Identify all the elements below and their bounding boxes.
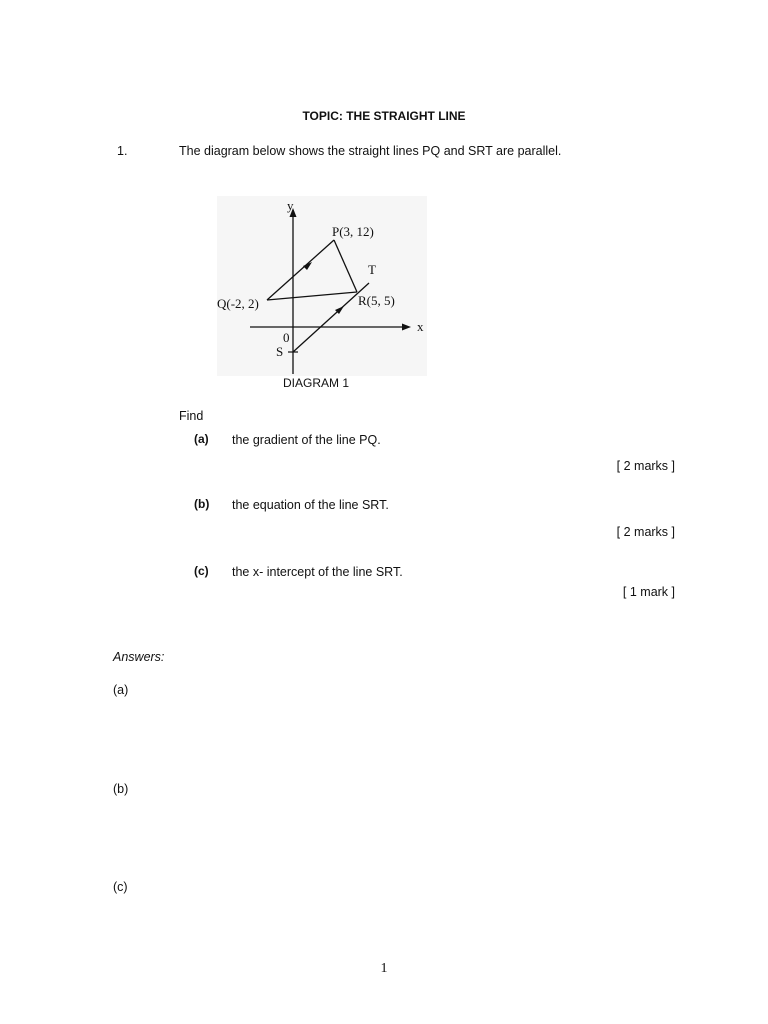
find-label: Find: [179, 409, 204, 423]
question-number: 1.: [117, 144, 128, 158]
answer-a-label: (a): [113, 683, 129, 697]
part-c-marks: [ 1 mark ]: [622, 585, 675, 599]
x-axis-label: x: [417, 319, 424, 334]
diagram-background: [217, 196, 427, 376]
point-q-label: Q(-2, 2): [217, 296, 259, 311]
answer-c-label: (c): [113, 880, 128, 894]
part-a-marks: [ 2 marks ]: [616, 459, 675, 473]
straight-line-diagram: [217, 196, 427, 376]
question-text: The diagram below shows the straight lines PQ and SRT are parallel.: [179, 144, 562, 158]
point-s-label: S: [276, 344, 284, 359]
part-c-label: (c): [194, 564, 209, 578]
point-r-label: R(5, 5): [358, 293, 395, 308]
part-b-marks: [ 2 marks ]: [616, 525, 675, 539]
part-a-text: the gradient of the line PQ.: [232, 433, 381, 447]
part-c-text: the x- intercept of the line SRT.: [232, 565, 403, 579]
part-b-label: (b): [194, 497, 210, 511]
answers-heading: Answers:: [113, 650, 165, 664]
answer-b-label: (b): [113, 782, 129, 796]
point-p-label: P(3, 12): [332, 224, 374, 239]
point-t-label: T: [368, 262, 376, 277]
page-number: 1: [380, 961, 388, 976]
part-a-label: (a): [194, 432, 209, 446]
page-title: TOPIC: THE STRAIGHT LINE: [302, 109, 466, 123]
y-axis-label: y: [287, 198, 294, 213]
diagram-caption: DIAGRAM 1: [283, 376, 350, 390]
part-b-text: the equation of the line SRT.: [232, 498, 389, 512]
origin-label: 0: [283, 330, 290, 345]
